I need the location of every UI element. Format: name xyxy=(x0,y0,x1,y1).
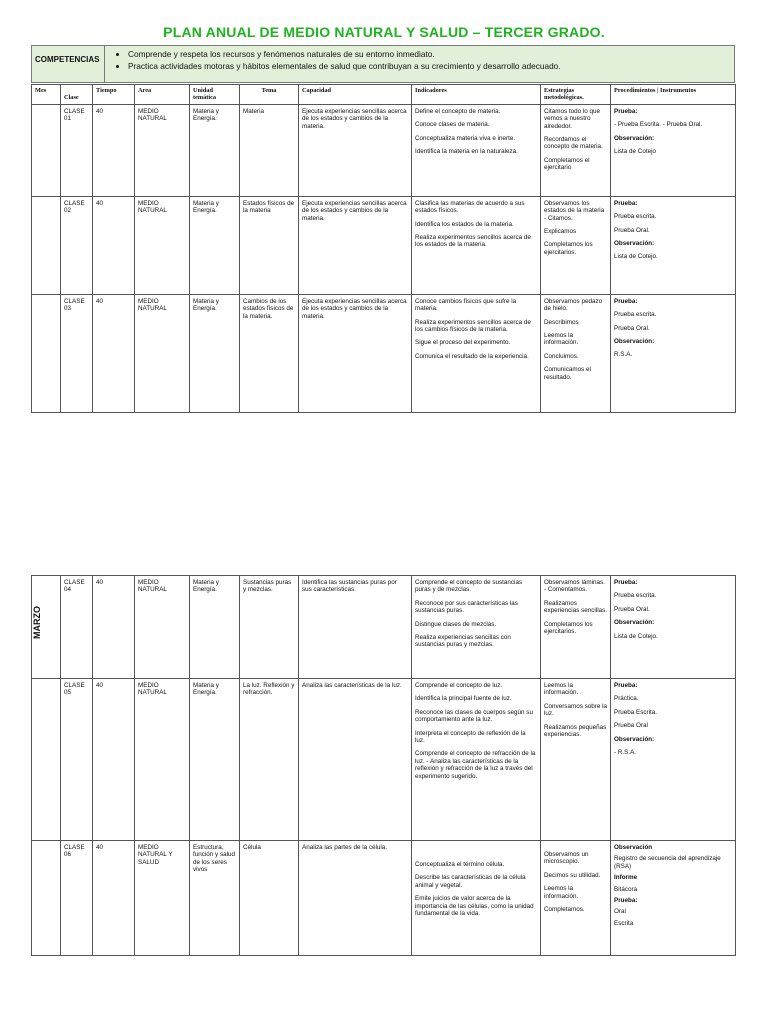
clase-cell: CLASE 03 xyxy=(61,294,93,412)
estrategia-item: Citamos todo lo que vemos a nuestro alrededor. xyxy=(544,107,601,130)
area-cell: MEDIO NATURAL xyxy=(135,104,190,196)
clase-cell: CLASE 02 xyxy=(61,196,93,294)
header-capacidad: Capacidad xyxy=(299,85,412,105)
tiempo-cell: 40 xyxy=(93,679,135,841)
indicador-item: Comprende el concepto de sustancias puras y de mezclas. xyxy=(415,579,523,594)
table-row xyxy=(32,196,736,294)
tema-cell: Materia xyxy=(240,104,299,196)
tema-cell: Célula xyxy=(240,841,299,956)
estrategia-item: Completamos. xyxy=(544,906,585,914)
indicador-item: Identifica la materia en la naturaleza. xyxy=(415,148,518,156)
header-mes: Mes xyxy=(32,85,61,105)
header-tema: Tema xyxy=(240,85,299,105)
plan-table-bottom xyxy=(31,575,736,956)
estrategia-item: Observamos pedazo de hielo. xyxy=(544,297,603,313)
procedimientos-cell xyxy=(611,576,736,679)
procedimientos-cell xyxy=(611,104,736,196)
capacidad-cell: Ejecuta experiencias sencillas acerca de los estados y cambios de la materia. xyxy=(299,196,412,294)
tiempo-cell: 40 xyxy=(93,294,135,412)
table2-body xyxy=(32,576,736,956)
capacidad-cell: Identifica las sustancias puras por sus características. xyxy=(299,576,412,679)
procedimiento-heading: Observación: xyxy=(614,240,655,248)
tema-cell: Sustancias puras y mezclas. xyxy=(240,576,299,679)
estrategias-cell xyxy=(541,294,611,412)
mes-cell xyxy=(32,294,61,412)
indicadores-cell xyxy=(412,196,541,294)
procedimiento-heading: Informe xyxy=(614,874,638,882)
mes-cell xyxy=(32,841,61,956)
competencias-box xyxy=(31,45,735,83)
tema-cell: La luz. Reflexión y refracción. xyxy=(240,679,299,841)
procedimiento-item xyxy=(614,200,732,207)
tiempo-cell: 40 xyxy=(93,576,135,679)
indicador-item: Realiza experiencias sencillas con sustancias puras y mezclas. xyxy=(415,634,511,649)
clase-cell: CLASE 06 xyxy=(61,841,93,956)
procedimiento-heading: Observación xyxy=(614,844,653,851)
capacidad-cell: Analiza las partes de la célula. xyxy=(299,841,412,956)
capacidad-cell: Analiza las características de la luz. xyxy=(299,679,412,841)
tiempo-cell: 40 xyxy=(93,841,135,956)
month-label: MARZO xyxy=(32,606,42,639)
procedimiento-heading: Observación: xyxy=(614,134,655,142)
procedimiento-heading: Prueba: xyxy=(614,579,638,586)
indicadores-cell xyxy=(412,841,541,956)
procedimiento-item: Prueba Oral. xyxy=(614,605,650,613)
table-row xyxy=(32,841,736,956)
indicadores-cell xyxy=(412,294,541,412)
procedimiento-item xyxy=(614,736,732,743)
header-procedimientos: Procedimientos | Instrumentos xyxy=(611,85,736,105)
tiempo-cell: 40 xyxy=(93,104,135,196)
procedimiento-item: Escrita xyxy=(614,919,634,927)
procedimiento-item: R.S.A. xyxy=(614,351,633,359)
estrategias-cell xyxy=(541,576,611,679)
tema-cell: Estados físicos de la materia xyxy=(240,196,299,294)
table-row xyxy=(32,576,736,679)
estrategia-item: Realizamos experiencias sencillas. xyxy=(544,599,607,615)
capacidad-cell: Ejecuta experiencias sencillas acerca de los estados y cambios de la materia. xyxy=(299,294,412,412)
competencias-list xyxy=(110,48,561,72)
estrategia-item: Decimos su utilidad. xyxy=(544,871,601,879)
estrategia-item: Leemos la información. xyxy=(544,682,579,697)
competencias-label: COMPETENCIAS xyxy=(32,46,105,82)
procedimiento-item: Prueba escrita. xyxy=(614,213,657,221)
mes-cell xyxy=(32,104,61,196)
estrategia-item: Completamos los ejercitarios. xyxy=(544,241,593,256)
estrategia-item: Completamos el ejercitario xyxy=(544,156,590,172)
procedimiento-item: Prueba Oral. xyxy=(614,324,650,332)
tiempo-cell: 40 xyxy=(93,196,135,294)
procedimientos-cell xyxy=(611,294,736,412)
procedimiento-item: Lista de Cotejo. xyxy=(614,253,658,261)
procedimiento-heading: Observación: xyxy=(614,338,655,346)
estrategia-item: Conversamos sobre la luz. xyxy=(544,702,607,718)
procedimiento-heading: Prueba: xyxy=(614,107,638,115)
procedimiento-item: Oral xyxy=(614,908,626,916)
area-cell: MEDIO NATURAL xyxy=(135,576,190,679)
procedimiento-item: Prueba escrita. xyxy=(614,592,657,600)
indicadores-cell xyxy=(412,679,541,841)
indicador-item: Reconoce las clases de cuerpos según su comportamiento ante la luz. xyxy=(415,708,533,724)
unidad-cell: Estructura, función y salud de los seres vivos xyxy=(190,841,240,956)
procedimiento-item: Prueba escrita. xyxy=(614,311,657,319)
header-unidad: Unidad temática xyxy=(190,85,240,105)
estrategia-item: Leemos la información. xyxy=(544,332,579,347)
procedimiento-item xyxy=(614,579,732,586)
indicador-item: Define el concepto de materia. xyxy=(415,107,501,115)
indicador-item: Comunica el resultado de la experiencia. xyxy=(415,352,529,360)
area-cell: MEDIO NATURAL xyxy=(135,294,190,412)
indicador-item: Realiza experimentos sencillos acerca de los cambios físicos de la materia. xyxy=(415,318,531,334)
procedimiento-item: Bitácora xyxy=(614,885,638,893)
procedimiento-item: - Prueba Escrita. - Prueba Oral. xyxy=(614,121,703,129)
clase-cell: CLASE 04 xyxy=(61,576,93,679)
indicador-item: Comprende el concepto de luz. xyxy=(415,682,503,689)
estrategia-item: Comunicamos el resultado. xyxy=(544,366,591,381)
unidad-cell: Materia y Energía. xyxy=(190,294,240,412)
procedimiento-item xyxy=(614,108,732,115)
procedimiento-heading: Observación: xyxy=(614,619,655,627)
indicador-item: Identifica los estados de la materia. xyxy=(415,220,514,228)
header-clase: Clase xyxy=(61,85,93,105)
area-cell: MEDIO NATURAL xyxy=(135,196,190,294)
unidad-cell: Materia y Energía. xyxy=(190,196,240,294)
estrategia-item: Realizamos pequeñas experiencias. xyxy=(544,723,607,739)
estrategias-cell xyxy=(541,841,611,956)
procedimiento-item xyxy=(614,844,732,851)
mes-cell xyxy=(32,196,61,294)
tema-cell: Cambios de los estados físicos de la materia. xyxy=(240,294,299,412)
competencia-item: • Comprende y respeta los recursos y fenómenos naturales de su entorno inmediato. xyxy=(128,48,561,60)
procedimiento-item: Lista de Cotejo xyxy=(614,148,657,156)
indicador-item: Conoce cambios físicos que sufre la materia. xyxy=(415,297,517,313)
plan-table-top xyxy=(31,84,736,413)
estrategia-item: Observamos los estados de la materia - Citamos. xyxy=(544,199,605,222)
unidad-cell: Materia y Energía. xyxy=(190,576,240,679)
clase-cell: CLASE 05 xyxy=(61,679,93,841)
procedimiento-heading: Prueba: xyxy=(614,199,638,207)
procedimiento-item xyxy=(614,135,732,142)
indicador-item: Comprende el concepto de refracción de la luz. - Analiza las características de la reflexión y refracción de la luz a través del experimento sugerido. xyxy=(415,750,536,780)
procedimiento-item: Prueba Oral. xyxy=(614,226,650,234)
page-title: PLAN ANUAL DE MEDIO NATURAL Y SALUD – TERCER GRADO. xyxy=(163,24,605,40)
indicador-item: Realiza experimentos sencillos acerca de los estados de la materia. xyxy=(415,234,531,249)
estrategias-cell xyxy=(541,104,611,196)
header-row xyxy=(32,85,736,105)
header-tiempo: Tiempo xyxy=(93,85,135,105)
procedimiento-item xyxy=(614,682,732,689)
table-row xyxy=(32,104,736,196)
procedimiento-item: Prueba Oral xyxy=(614,722,648,730)
procedimientos-cell xyxy=(611,679,736,841)
mes-cell xyxy=(32,576,61,679)
header-area: Area xyxy=(135,85,190,105)
indicador-item: Conceptualiza el término célula. xyxy=(415,861,505,868)
competencia-item: • Practica actividades motoras y hábitos elementales de salud que contribuyan a su crecimiento y desarrollo adecuado. xyxy=(128,60,561,72)
indicadores-cell xyxy=(412,104,541,196)
procedimiento-heading: Observación: xyxy=(614,735,655,743)
procedimientos-cell xyxy=(611,841,736,956)
procedimiento-item: Registro de secuencia del aprendizaje (RSA) xyxy=(614,855,721,870)
procedimiento-heading: Prueba: xyxy=(614,897,638,905)
estrategias-cell xyxy=(541,679,611,841)
procedimiento-item xyxy=(614,240,732,247)
procedimiento-item xyxy=(614,298,732,305)
estrategias-cell xyxy=(541,196,611,294)
unidad-cell: Materia y Energía. xyxy=(190,104,240,196)
procedimiento-item xyxy=(614,619,732,626)
procedimiento-item: - R.S.A. xyxy=(614,749,637,757)
indicador-item: Sigue el proceso del experimento. xyxy=(415,339,511,347)
indicador-item: Clasifica las materias de acuerdo a sus estados físicos. xyxy=(415,199,525,215)
estrategia-item: Explicamos xyxy=(544,228,577,236)
indicador-item: Interpreta el concepto de reflexión de la luz. xyxy=(415,729,526,745)
procedimiento-item xyxy=(614,338,732,345)
procedimiento-item: Lista de Cotejo. xyxy=(614,632,658,640)
header-estrategias: Estrategias metodológicas. xyxy=(541,85,611,105)
indicador-item: Conceptualiza materia viva e inerte. xyxy=(415,134,516,142)
table-row xyxy=(32,679,736,841)
procedimiento-heading: Prueba: xyxy=(614,682,638,689)
indicador-item: Reconoce por sus características las sustancias puras. xyxy=(415,599,518,615)
procedimientos-cell xyxy=(611,196,736,294)
estrategia-item: Observamos un microscopio. xyxy=(544,851,589,866)
indicador-item: Emite juicios de valor acerca de la importancia de las células, como la unidad fundamental de la vida. xyxy=(415,895,534,918)
procedimiento-item xyxy=(614,874,732,881)
procedimiento-heading: Prueba: xyxy=(614,297,638,305)
procedimiento-item: Prueba Escrita. xyxy=(614,708,658,716)
area-cell: MEDIO NATURAL Y SALUD xyxy=(135,841,190,956)
estrategia-item: Completamos los ejercitarios. xyxy=(544,620,593,636)
indicadores-cell xyxy=(412,576,541,679)
indicador-item: Distingue clases de mezclas. xyxy=(415,620,497,628)
area-cell: MEDIO NATURAL xyxy=(135,679,190,841)
unidad-cell: Materia y Energía. xyxy=(190,679,240,841)
estrategia-item: Describimos xyxy=(544,318,579,326)
indicador-item: Describe las características de la célula animal y vegetal. xyxy=(415,874,526,889)
estrategia-item: Recordamos el concepto de materia. xyxy=(544,136,603,151)
indicador-item: Conoce clases de materia. xyxy=(415,121,490,129)
indicador-item: Identifica la principal fuente de luz. xyxy=(415,695,512,703)
clase-cell: CLASE 01 xyxy=(61,104,93,196)
header-indicadores: Indicadores xyxy=(412,85,541,105)
estrategia-item: Leemos la información. xyxy=(544,885,579,900)
capacidad-cell: Ejecuta experiencias sencillas acerca de los estados y cambios de la materia. xyxy=(299,104,412,196)
table-row xyxy=(32,294,736,412)
estrategia-item: Observamos láminas. - Comentamos. xyxy=(544,579,605,594)
table1-body xyxy=(32,104,736,412)
procedimiento-item xyxy=(614,897,732,904)
mes-cell xyxy=(32,679,61,841)
procedimiento-item: Práctica. xyxy=(614,695,639,703)
estrategia-item: Concluimos. xyxy=(544,352,579,360)
